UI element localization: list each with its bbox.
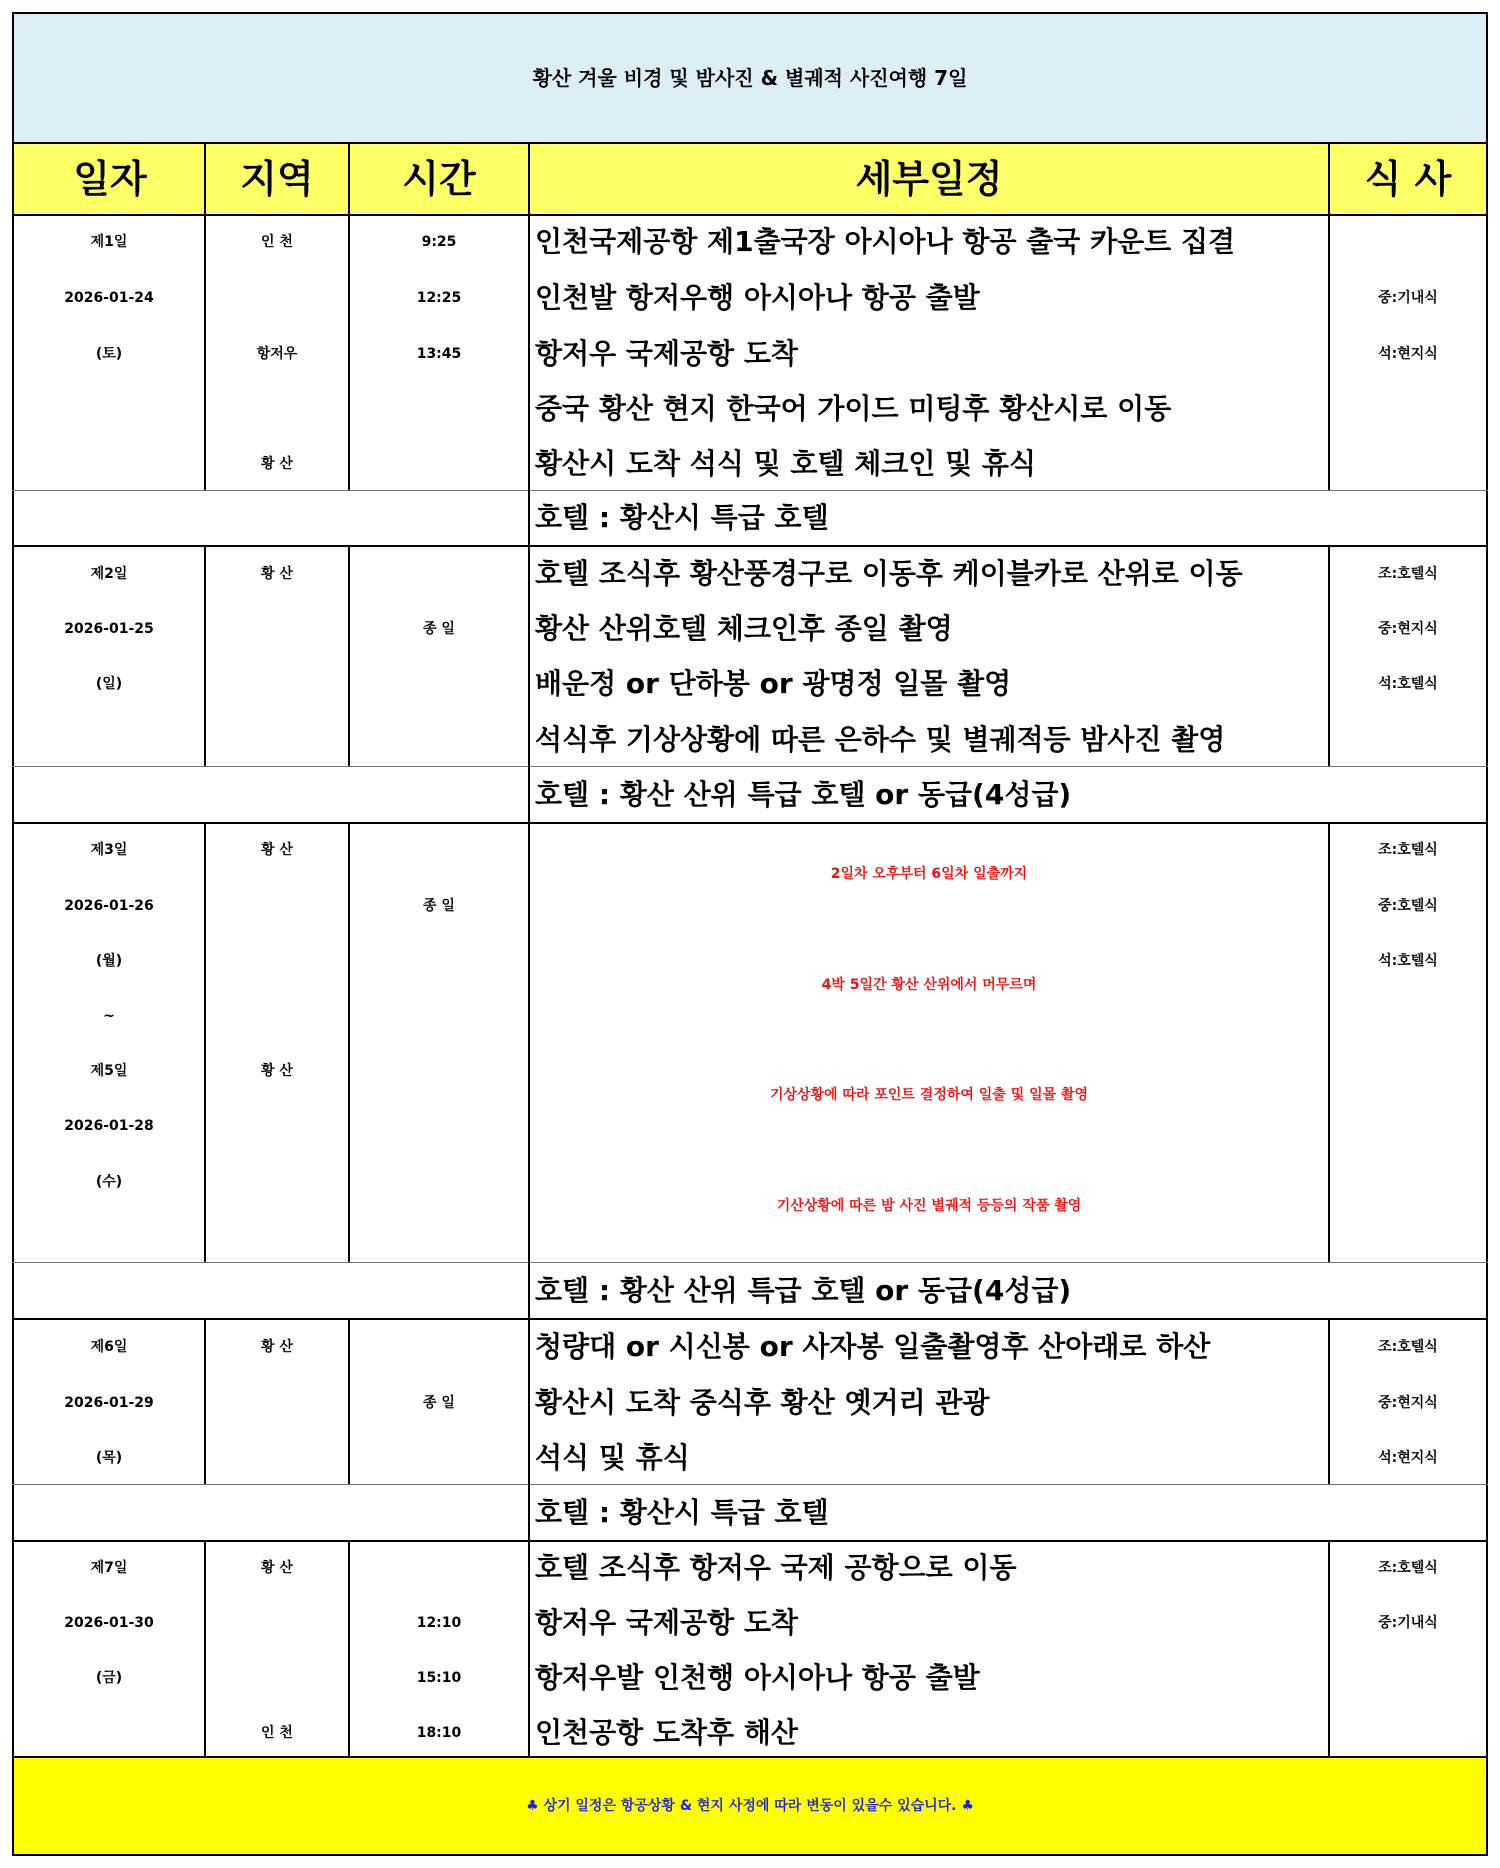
day-label: 제3일 <box>90 842 128 858</box>
detail-line: 중국 황산 현지 한국어 가이드 미팅후 황산시로 이동 <box>535 392 1172 425</box>
rule <box>528 824 530 1318</box>
rule <box>12 1484 1488 1485</box>
meal: 중:현지식 <box>1378 1395 1438 1411</box>
time: 18:10 <box>416 1725 462 1741</box>
time: 종 일 <box>423 621 455 637</box>
day-date: 2026-01-26 <box>64 898 154 914</box>
rule <box>12 1318 1488 1320</box>
day-label: 제1일 <box>90 234 128 250</box>
header-detail: 세부일정 <box>855 157 1003 201</box>
rule <box>12 490 1488 491</box>
day-range-separator: ~ <box>103 1008 115 1024</box>
region: 황 산 <box>261 842 293 858</box>
rule <box>12 1540 1488 1542</box>
day-label: 제7일 <box>90 1560 128 1576</box>
region: 황 산 <box>261 566 293 582</box>
meal: 중:기내식 <box>1378 290 1438 306</box>
rule <box>12 766 1488 767</box>
time: 12:10 <box>416 1615 462 1631</box>
region: 황 산 <box>261 1063 293 1079</box>
day-date: 2026-01-29 <box>64 1395 154 1411</box>
footer-notice: ♣ 상기 일정은 항공상황 & 현지 사정에 따라 변동이 있을수 있습니다. ♣ <box>526 1798 974 1814</box>
meal: 조:호텔식 <box>1378 566 1438 582</box>
rule <box>348 144 350 214</box>
meal: 중:기내식 <box>1378 1615 1438 1631</box>
rule <box>12 214 1488 216</box>
day-weekday: (토) <box>95 346 123 362</box>
detail-line: 석식후 기상상황에 따른 은하수 및 별궤적등 밤사진 촬영 <box>535 723 1226 756</box>
rule <box>528 144 530 214</box>
day-weekday: (월) <box>95 953 123 969</box>
title-bar <box>14 14 1486 142</box>
detail-line: 호텔 조식후 항저우 국제 공항으로 이동 <box>535 1551 1017 1584</box>
header-region: 지역 <box>240 157 314 201</box>
detail-line: 황산시 도착 중식후 황산 옛거리 관광 <box>535 1386 990 1419</box>
detail-line: 석식 및 휴식 <box>535 1441 690 1474</box>
rule <box>12 142 1488 144</box>
region: 항저우 <box>256 346 298 362</box>
region: 황 산 <box>261 1560 293 1576</box>
hotel-line: 호텔 : 황산시 특급 호텔 <box>535 1496 829 1529</box>
detail-line: 항저우 국제공항 도착 <box>535 337 798 370</box>
header-time: 시간 <box>402 157 476 201</box>
rule <box>528 1542 530 1756</box>
rule <box>528 547 530 822</box>
rule <box>12 1262 1488 1263</box>
meal: 석:현지식 <box>1378 1450 1438 1466</box>
rule <box>528 216 530 545</box>
day-date: 2026-01-28 <box>64 1118 154 1134</box>
region: 황 산 <box>261 456 293 472</box>
highlight-line: 기상상황에 따라 포인트 결정하여 일출 및 일몰 촬영 <box>769 1087 1089 1103</box>
day-weekday: (수) <box>95 1174 123 1190</box>
header-meal: 식 사 <box>1364 157 1452 201</box>
day-date: 2026-01-30 <box>64 1615 154 1631</box>
detail-line: 인천국제공항 제1출국장 아시아나 항공 출국 카운트 집결 <box>535 225 1236 258</box>
hotel-line: 호텔 : 황산 산위 특급 호텔 or 동급(4성급) <box>535 778 1072 811</box>
detail-line: 황산시 도착 석식 및 호텔 체크인 및 휴식 <box>535 447 1037 480</box>
rule <box>348 547 350 766</box>
detail-line: 배운정 or 단하봉 or 광명정 일몰 촬영 <box>535 667 1012 700</box>
highlight-line: 기산상황에 따른 밤 사진 별궤적 등등의 작품 촬영 <box>776 1198 1082 1214</box>
meal: 조:호텔식 <box>1378 842 1438 858</box>
time: 12:25 <box>416 290 462 306</box>
hotel-line: 호텔 : 황산 산위 특급 호텔 or 동급(4성급) <box>535 1274 1072 1307</box>
rule <box>1328 144 1330 214</box>
time: 13:45 <box>416 346 462 362</box>
day-label: 제5일 <box>90 1063 128 1079</box>
day-weekday: (금) <box>95 1670 123 1686</box>
detail-line: 황산 산위호텔 체크인후 종일 촬영 <box>535 612 953 645</box>
day-date: 2026-01-24 <box>64 290 154 306</box>
rule <box>12 545 1488 547</box>
header-day: 일자 <box>73 157 147 201</box>
meal: 조:호텔식 <box>1378 1339 1438 1355</box>
rule <box>204 824 206 1262</box>
region: 인 천 <box>261 1725 293 1741</box>
day-weekday: (일) <box>95 676 123 692</box>
detail-line: 항저우 국제공항 도착 <box>535 1606 798 1639</box>
meal: 석:호텔식 <box>1378 676 1438 692</box>
day-label: 제6일 <box>90 1339 128 1355</box>
meal: 조:호텔식 <box>1378 1560 1438 1576</box>
time: 종 일 <box>423 898 455 914</box>
meal: 중:호텔식 <box>1378 898 1438 914</box>
time: 15:10 <box>416 1670 462 1686</box>
day-label: 제2일 <box>90 566 128 582</box>
highlight-line: 2일차 오후부터 6일차 일출까지 <box>830 866 1028 882</box>
meal: 석:현지식 <box>1378 346 1438 362</box>
region: 인 천 <box>261 234 293 250</box>
detail-line: 인천공항 도착후 해산 <box>535 1716 798 1749</box>
page-title: 황산 겨울 비경 및 밤사진 & 별궤적 사진여행 7일 <box>532 66 968 90</box>
detail-line: 호텔 조식후 황산풍경구로 이동후 케이블카로 산위로 이동 <box>535 557 1243 590</box>
time: 9:25 <box>421 234 457 250</box>
hotel-line: 호텔 : 황산시 특급 호텔 <box>535 501 829 534</box>
detail-line: 인천발 항저우행 아시아나 항공 출발 <box>535 281 980 314</box>
rule <box>204 144 206 214</box>
region: 황 산 <box>261 1339 293 1355</box>
rule <box>528 1320 530 1540</box>
day-weekday: (목) <box>95 1450 123 1466</box>
footer-bar <box>14 1758 1486 1854</box>
rule <box>12 822 1488 824</box>
detail-line: 청량대 or 시신봉 or 사자봉 일출촬영후 산아래로 하산 <box>535 1330 1211 1363</box>
highlight-line: 4박 5일간 황산 산위에서 머무르며 <box>821 977 1037 993</box>
meal: 중:현지식 <box>1378 621 1438 637</box>
time: 종 일 <box>423 1395 455 1411</box>
meal: 석:호텔식 <box>1378 953 1438 969</box>
day-date: 2026-01-25 <box>64 621 154 637</box>
detail-line: 항저우발 인천행 아시아나 항공 출발 <box>535 1661 980 1694</box>
